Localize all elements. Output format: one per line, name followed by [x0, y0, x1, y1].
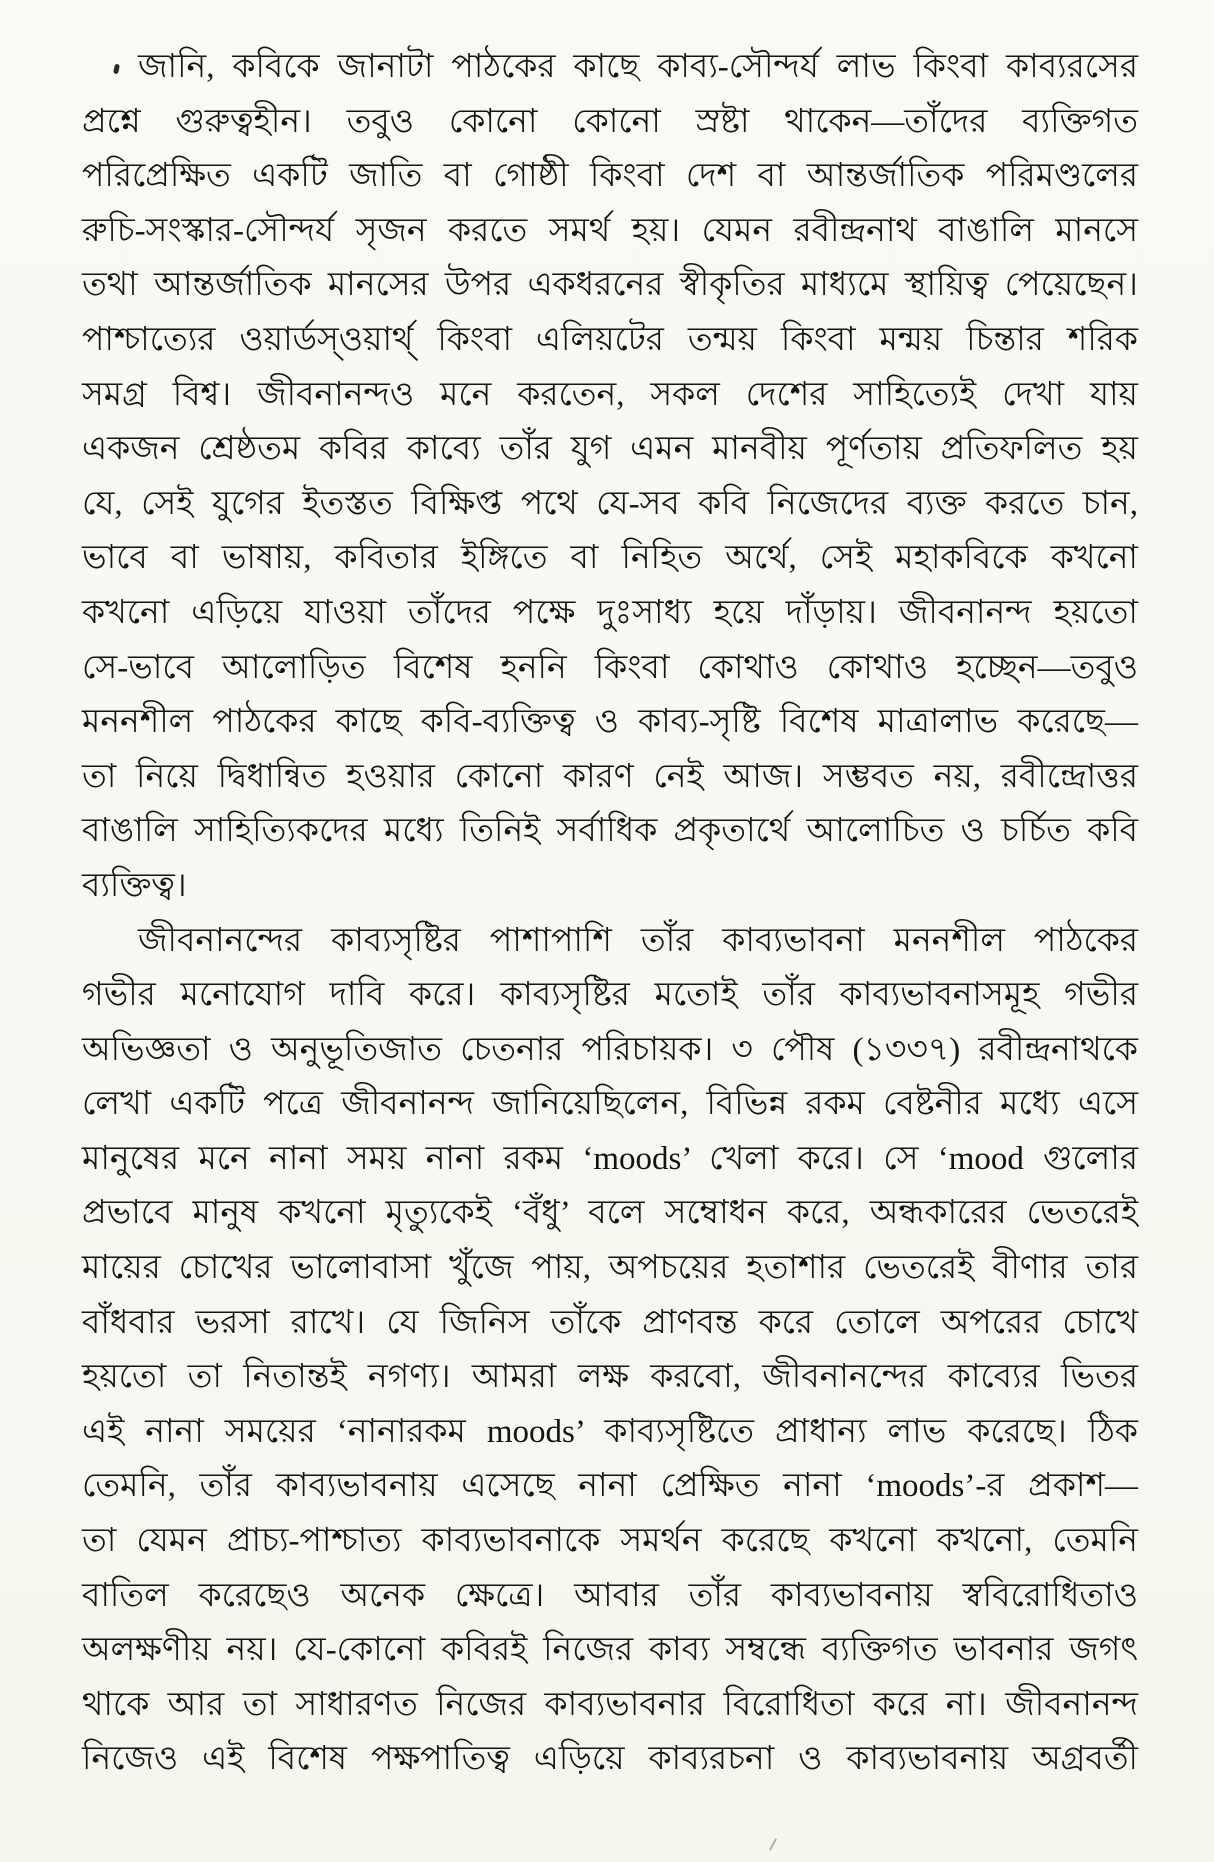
text-line: তা নিয়ে দ্বিধান্বিত হওয়ার কোনো কারণ নেই আজ। সম্ভবত নয়, রবীন্দ্রোত্তর	[82, 758, 1138, 795]
text-line: এই নানা সময়ের ‘নানারকম moods’ কাব্যসৃষ্টিতে প্রাধান্য লাভ করেছে। ঠিক	[82, 1413, 1138, 1450]
paragraph	[82, 914, 1138, 1788]
text-line: মননশীল পাঠকের কাছে কবি-ব্যক্তিত্ব ও কাব্য-সৃষ্টি বিশেষ মাত্রালাভ করেছে—	[82, 704, 1138, 741]
text-line: সমগ্র বিশ্ব। জীবনানন্দও মনে করতেন, সকল দেশের সাহিত্যেই দেখা যায়	[82, 376, 1138, 413]
paragraph	[82, 40, 1138, 914]
text-line: বাঙালি সাহিত্যিকদের মধ্যে তিনিই সর্বাধিক প্রকৃতার্থে আলোচিত ও চর্চিত কবি	[82, 813, 1138, 850]
text-line: জানি, কবিকে জানাটা পাঠকের কাছে কাব্য-সৌন্দর্য লাভ কিংবা কাব্যরসের	[138, 49, 1138, 85]
text-line: বাতিল করেছেও অনেক ক্ষেত্রে। আবার তাঁর কাব্যভাবনায় স্ববিরোধিতাও	[82, 1577, 1138, 1614]
text-line: ব্যক্তিত্ব।	[82, 867, 187, 904]
text-line: থাকে আর তা সাধারণত নিজের কাব্যভাবনার বিরোধিতা করে না। জীবনানন্দ	[82, 1686, 1138, 1723]
text-line: লেখা একটি পত্রে জীবনানন্দ জানিয়েছিলেন, বিভিন্ন রকম বেষ্টনীর মধ্যে এসে	[82, 1086, 1138, 1123]
text-line: তেমনি, তাঁর কাব্যভাবনায় এসেছে নানা প্রেক্ষিত নানা ‘moods’-র প্রকাশ—	[82, 1468, 1138, 1505]
text-line: তথা আন্তর্জাতিক মানসের উপর একধরনের স্বীকৃতির মাধ্যমে স্থায়িত্ব পেয়েছেন।	[82, 267, 1138, 304]
text-line: জীবনানন্দের কাব্যসৃষ্টির পাশাপাশি তাঁর কাব্যভাবনা মননশীল পাঠকের	[138, 922, 1138, 959]
scan-speck-icon	[769, 1838, 777, 1850]
text-line: অভিজ্ঞতা ও অনুভূতিজাত চেতনার পরিচায়ক। ৩ পৌষ (১৩৩৭) রবীন্দ্রনাথকে	[82, 1031, 1138, 1068]
text-line: পরিপ্রেক্ষিত একটি জাতি বা গোষ্ঠী কিংবা দেশ বা আন্তর্জাতিক পরিমণ্ডলের	[82, 158, 1138, 195]
text-line: অলক্ষণীয় নয়। যে-কোনো কবিরই নিজের কাব্য সম্বন্ধে ব্যক্তিগত ভাবনার জগৎ	[82, 1632, 1138, 1669]
text-line: মানুষের মনে নানা সময় নানা রকম ‘moods’ খেলা করে। সে ‘mood গুলোর	[82, 1140, 1138, 1177]
text-line: বাঁধবার ভরসা রাখে। যে জিনিস তাঁকে প্রাণবন্ত করে তোলে অপরের চোখে	[82, 1304, 1138, 1341]
text-line: যে, সেই যুগের ইতস্তত বিক্ষিপ্ত পথে যে-সব কবি নিজেদের ব্যক্ত করতে চান,	[82, 485, 1138, 522]
body-text-block	[82, 40, 1138, 1787]
text-line: একজন শ্রেষ্ঠতম কবির কাব্যে তাঁর যুগ এমন মানবীয় পূর্ণতায় প্রতিফলিত হয়	[82, 431, 1138, 468]
text-line: রুচি-সংস্কার-সৌন্দর্য সৃজন করতে সমর্থ হয়। যেমন রবীন্দ্রনাথ বাঙালি মানসে	[82, 212, 1138, 249]
text-line: ভাবে বা ভাষায়, কবিতার ইঙ্গিতে বা নিহিত অর্থে, সেই মহাকবিকে কখনো	[82, 540, 1138, 577]
text-line: হয়তো তা নিতান্তই নগণ্য। আমরা লক্ষ করবো, জীবনানন্দের কাব্যের ভিতর	[82, 1359, 1138, 1396]
text-line: মায়ের চোখের ভালোবাসা খুঁজে পায়, অপচয়ের হতাশার ভেতরেই বীণার তার	[82, 1250, 1138, 1287]
text-line: গভীর মনোযোগ দাবি করে। কাব্যসৃষ্টির মতোই তাঁর কাব্যভাবনাসমূহ গভীর	[82, 977, 1138, 1014]
text-line: পাশ্চাত্যের ওয়ার্ডস্‌ওয়ার্থ্‌ কিংবা এলিয়টের তন্ময় কিংবা মন্ময় চিন্তার শরিক	[82, 321, 1138, 358]
text-line: নিজেও এই বিশেষ পক্ষপাতিত্ব এড়িয়ে কাব্যরচনা ও কাব্যভাবনায় অগ্রবর্তী	[82, 1741, 1138, 1778]
text-line: কখনো এড়িয়ে যাওয়া তাঁদের পক্ষে দুঃসাধ্য হয়ে দাঁড়ায়। জীবনানন্দ হয়তো	[82, 594, 1138, 631]
text-line: তা যেমন প্রাচ্য-পাশ্চাত্য কাব্যভাবনাকে সমর্থন করেছে কখনো কখনো, তেমনি	[82, 1523, 1138, 1560]
text-line: প্রভাবে মানুষ কখনো মৃত্যুকেই ‘বঁধু’ বলে সম্বোধন করে, অন্ধকারের ভেতরেই	[82, 1195, 1138, 1232]
text-line: প্রশ্নে গুরুত্বহীন। তবুও কোনো কোনো স্রষ্টা থাকেন—তাঁদের ব্যক্তিগত	[82, 103, 1138, 140]
text-line: সে-ভাবে আলোড়িত বিশেষ হননি কিংবা কোথাও কোথাও হচ্ছেন—তবুও	[82, 649, 1138, 686]
